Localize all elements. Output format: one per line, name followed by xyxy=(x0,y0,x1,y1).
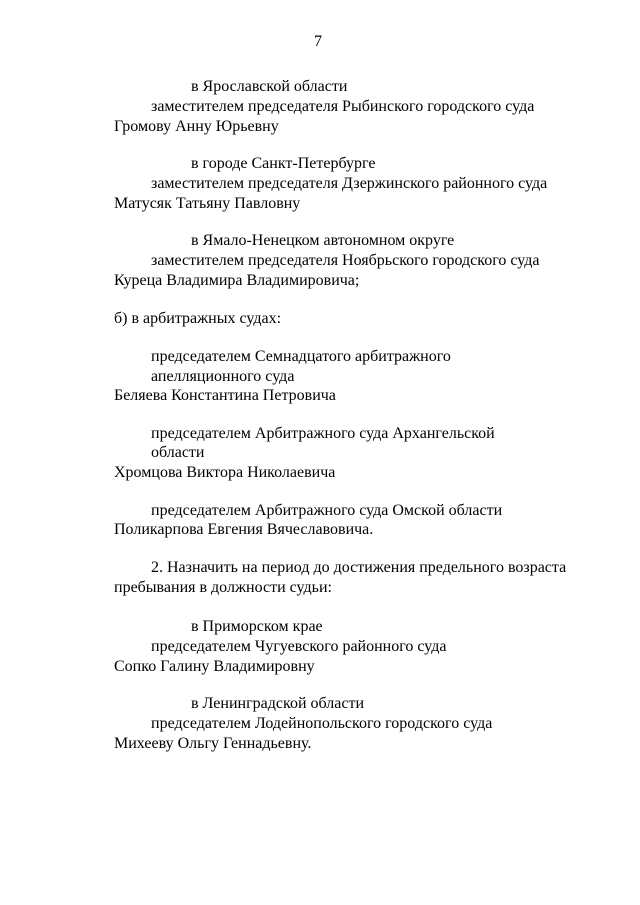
position-omsk: председателем Арбитражного суда Омской области xyxy=(151,502,503,519)
item2-line1: 2. Назначить на период до достижения предельного возраста xyxy=(151,559,567,576)
item2-line2: пребывания в должности судьи: xyxy=(114,579,332,596)
position-arb17-line1: председателем Семнадцатого арбитражного xyxy=(151,348,451,365)
position-yamal: заместителем председателя Ноябрьского городского суда xyxy=(151,252,540,269)
page-number: 7 xyxy=(314,33,322,50)
person-yamal: Куреца Владимира Владимировича; xyxy=(114,272,360,289)
region-yamal: в Ямало-Ненецком автономном округе xyxy=(191,232,455,249)
position-leningrad: председателем Лодейнопольского городского суда xyxy=(151,715,493,732)
position-arkhangelsk-line1: председателем Арбитражного суда Архангельской xyxy=(151,425,495,442)
position-arkhangelsk-line2: области xyxy=(151,444,205,461)
person-yaroslavl: Громову Анну Юрьевну xyxy=(114,118,279,135)
person-arkhangelsk: Хромцова Виктора Николаевича xyxy=(114,464,336,481)
position-spb: заместителем председателя Дзержинского районного суда xyxy=(151,175,548,192)
region-primorsky: в Приморском крае xyxy=(191,618,323,635)
position-yaroslavl: заместителем председателя Рыбинского городского суда xyxy=(151,98,535,115)
person-spb: Матусяк Татьяну Павловну xyxy=(114,195,301,212)
region-spb: в городе Санкт-Петербурге xyxy=(191,155,376,172)
position-primorsky: председателем Чугуевского районного суда xyxy=(151,638,447,655)
region-leningrad: в Ленинградской области xyxy=(191,695,364,712)
person-primorsky: Сопко Галину Владимировну xyxy=(114,658,315,675)
person-arb17: Беляева Константина Петровича xyxy=(114,387,336,404)
arbitration-heading: б) в арбитражных судах: xyxy=(114,310,282,327)
region-yaroslavl: в Ярославской области xyxy=(191,78,348,95)
person-leningrad: Михееву Ольгу Геннадьевну. xyxy=(114,735,312,752)
position-arb17-line2: апелляционного суда xyxy=(151,368,295,385)
person-omsk: Поликарпова Евгения Вячеславовича. xyxy=(114,521,374,538)
